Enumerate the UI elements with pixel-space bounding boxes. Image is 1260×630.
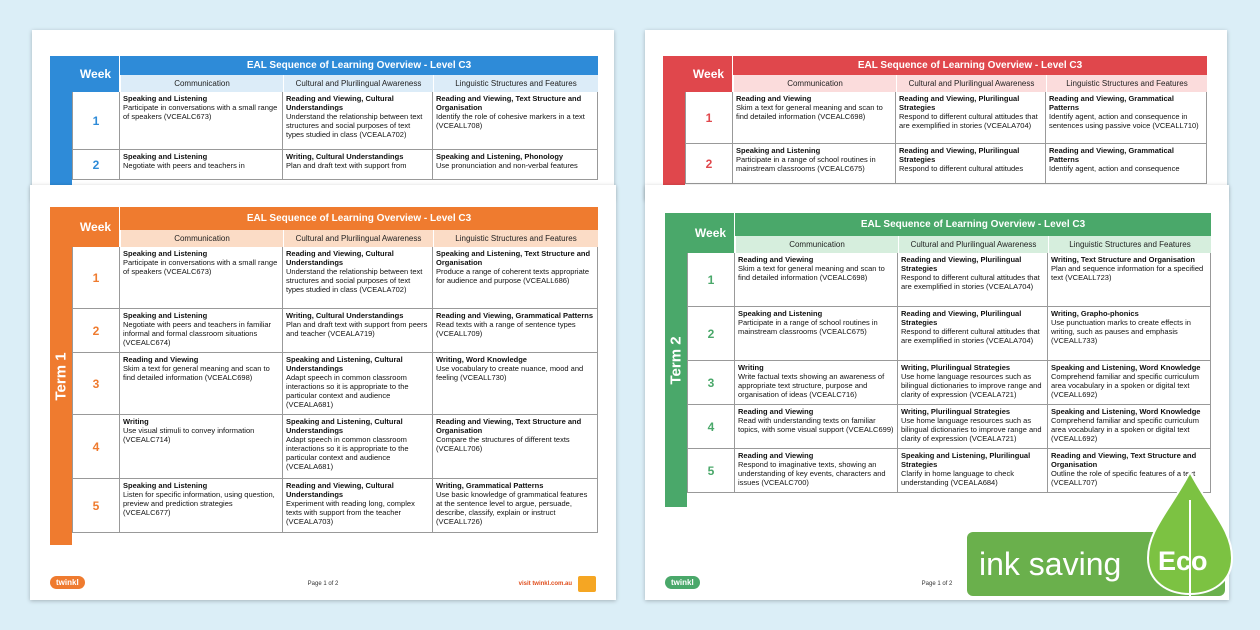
page-number: Page 1 of 2	[921, 581, 953, 587]
week-number: 3	[687, 361, 735, 404]
cell: Speaking and Listening, Cultural Understandings Adapt speech in common classroom interactions so it is appropriate to the particular context and audience (VCEALA681)	[283, 353, 433, 414]
cell: Reading and Viewing Respond to imaginative texts, showing an understanding of key events, characters and issues (VCEALC700)	[735, 449, 898, 492]
term-bar	[665, 213, 687, 507]
cell: Reading and Viewing, Grammatical Patterns Read texts with a range of sentence types (VCEALL709)	[433, 309, 598, 352]
week-number: 2	[72, 309, 120, 352]
table-row	[72, 309, 598, 353]
back-page-red	[645, 30, 1227, 200]
week-number: 1	[687, 253, 735, 306]
cell: Writing, Grammatical Patterns Use basic knowledge of grammatical features at the sentence level to argue, persuade, describe, classify, explain or instruct (VCEALL726)	[433, 479, 598, 532]
cell: Reading and Viewing, Text Structure and Organisation Outline the role of specific features of a text (VCEALL707)	[1048, 449, 1211, 492]
cell: Speaking and Listening Listen for specific information, using question, preview and prediction strategies (VCEALC677)	[120, 479, 283, 532]
col-header: Communication	[120, 230, 283, 247]
back-page-blue	[32, 30, 614, 200]
twinkl-logo: twinkl	[50, 576, 85, 589]
cell: Reading and Viewing, Plurilingual Strategies Respond to different cultural attitudes that are exemplified in stories (VCEALA704)	[896, 92, 1046, 143]
cell: Writing, Text Structure and Organisation Plan and sequence information for a specified text (VCEALL723)	[1048, 253, 1211, 306]
cell: Speaking and Listening Participate in a range of school routines in mainstream classrooms (VCEALC675)	[735, 307, 898, 360]
table-row	[72, 150, 598, 180]
term-bar	[50, 207, 72, 545]
week-number: 3	[72, 353, 120, 414]
table-row	[72, 415, 598, 479]
cell: Writing, Word Knowledge Use vocabulary to create nuance, mood and feeling (VCEALL730)	[433, 353, 598, 414]
col-header: Communication	[120, 75, 283, 92]
col-header: Linguistic Structures and Features	[433, 75, 598, 92]
page-footer	[50, 576, 596, 592]
table-title: EAL Sequence of Learning Overview - Level C3	[246, 60, 472, 71]
cell: Reading and Viewing, Grammatical Patterns Identify agent, action and consequence in sentences using passive voice (VCEALL710)	[1046, 92, 1207, 143]
cell: Speaking and Listening, Word Knowledge Comprehend familiar and specific curriculum area vocabulary in a spoken or digital text (VCEALL692)	[1048, 361, 1211, 404]
table-row	[687, 361, 1211, 405]
sequence-table	[72, 207, 598, 545]
col-header: Cultural and Plurilingual Awareness	[283, 75, 433, 92]
week-header: Week	[687, 213, 735, 253]
col-header: Cultural and Plurilingual Awareness	[898, 236, 1048, 253]
cell: Reading and Viewing, Plurilingual Strategies Respond to different cultural attitudes	[896, 144, 1046, 183]
table-row	[685, 92, 1207, 144]
cell: Speaking and Listening Participate in conversations with a small range of speakers (VCEALC673)	[120, 92, 283, 149]
week-number: 1	[685, 92, 733, 143]
page-number: Page 1 of 2	[307, 581, 339, 587]
col-header: Linguistic Structures and Features	[1046, 75, 1207, 92]
cell: Writing Write factual texts showing an awareness of appropriate text structure, purpose and organisation of ideas (VCEALC716)	[735, 361, 898, 404]
cell: Writing, Plurilingual Strategies Use home language resources such as bilingual dictionaries to improve range and clarity of expression (VCEALA721)	[898, 361, 1048, 404]
cell: Reading and Viewing, Plurilingual Strategies Respond to different cultural attitudes that are exemplified in stories (VCEALA704)	[898, 253, 1048, 306]
table-title: EAL Sequence of Learning Overview - Level C3	[860, 219, 1086, 230]
cell: Writing Use visual stimuli to convey information (VCEALC714)	[120, 415, 283, 478]
cell: Writing, Cultural Understandings Plan and draft text with support from	[283, 150, 433, 179]
cell: Speaking and Listening, Text Structure and Organisation Produce a range of coherent texts appropriate for audience and purpose (VCEALL686)	[433, 247, 598, 308]
cell: Reading and Viewing, Cultural Understandings Understand the relationship between text structures and social purposes of text types studied in class (VCEALA702)	[283, 247, 433, 308]
col-header: Linguistic Structures and Features	[1048, 236, 1211, 253]
cell: Reading and Viewing, Grammatical Patterns Identify agent, action and consequence	[1046, 144, 1207, 183]
term-label: Term 1	[52, 351, 70, 401]
week-number: 4	[72, 415, 120, 478]
table-row	[72, 247, 598, 309]
week-number: 5	[687, 449, 735, 492]
table-title: EAL Sequence of Learning Overview - Level C3	[246, 213, 472, 224]
week-number: 4	[687, 405, 735, 448]
week-number: 2	[687, 307, 735, 360]
cell: Speaking and Listening, Cultural Understandings Adapt speech in common classroom interactions so it is appropriate to the particular context and audience (VCEALA681)	[283, 415, 433, 478]
table-row	[687, 253, 1211, 307]
cell: Reading and Viewing, Text Structure and Organisation Identify the role of cohesive markers in a text (VCEALL708)	[433, 92, 598, 149]
table-row	[72, 479, 598, 533]
cell: Speaking and Listening Participate in a range of school routines in mainstream classrooms (VCEALC675)	[733, 144, 896, 183]
twinkl-logo: twinkl	[665, 576, 700, 589]
cell: Reading and Viewing Read with understanding texts on familiar topics, with some visual support (VCEALC699)	[735, 405, 898, 448]
cell: Writing, Grapho-phonics Use punctuation marks to create effects in writing, such as pauses and emphasis (VCEALL733)	[1048, 307, 1211, 360]
week-number: 2	[72, 150, 120, 179]
term1-page	[30, 185, 616, 600]
table-row	[687, 405, 1211, 449]
term-label: Term 2	[667, 335, 685, 385]
cell: Speaking and Listening Negotiate with peers and teachers in familiar informal and formal classroom situations (VCEALC674)	[120, 309, 283, 352]
col-header: Communication	[735, 236, 898, 253]
cell: Writing, Cultural Understandings Plan and draft text with support from peers and teacher (VCEALA719)	[283, 309, 433, 352]
table-row	[687, 307, 1211, 361]
cell: Reading and Viewing, Cultural Understandings Experiment with reading long, complex texts with support from the teacher (VCEALA703)	[283, 479, 433, 532]
badge-icon	[578, 576, 596, 592]
ink-saving-label: ink saving	[979, 545, 1122, 582]
cell: Writing, Plurilingual Strategies Use home language resources such as bilingual dictionaries to improve range and clarity of expression (VCEALA721)	[898, 405, 1048, 448]
cell: Speaking and Listening, Phonology Use pronunciation and non-verbal features	[433, 150, 598, 179]
week-number: 5	[72, 479, 120, 532]
col-header: Linguistic Structures and Features	[433, 230, 598, 247]
cell: Speaking and Listening, Word Knowledge Comprehend familiar and specific curriculum area vocabulary in a spoken or digital text (VCEALL692)	[1048, 405, 1211, 448]
table-row	[687, 449, 1211, 493]
col-header: Communication	[733, 75, 896, 92]
col-header: Cultural and Plurilingual Awareness	[283, 230, 433, 247]
eco-label: Eco	[1158, 546, 1208, 576]
week-header: Week	[685, 56, 733, 92]
cell: Reading and Viewing Skim a text for general meaning and scan to find detailed information (VCEALC698)	[120, 353, 283, 414]
week-number: 2	[685, 144, 733, 183]
leaf-icon	[1140, 470, 1240, 600]
week-header: Week	[72, 56, 120, 92]
sequence-table	[687, 213, 1211, 507]
week-number: 1	[72, 92, 120, 149]
table-row	[685, 144, 1207, 184]
table-row	[72, 92, 598, 150]
cell: Speaking and Listening Negotiate with peers and teachers in	[120, 150, 283, 179]
week-header: Week	[72, 207, 120, 247]
cell: Speaking and Listening, Plurilingual Strategies Clarify in home language to check understanding (VCEALA684)	[898, 449, 1048, 492]
site-link[interactable]: visit twinkl.com.au	[518, 581, 572, 587]
cell: Reading and Viewing, Plurilingual Strategies Respond to different cultural attitudes that are exemplified in stories (VCEALA704)	[898, 307, 1048, 360]
cell: Speaking and Listening Participate in conversations with a small range of speakers (VCEALC673)	[120, 247, 283, 308]
cell: Reading and Viewing Skim a text for general meaning and scan to find detailed information (VCEALC698)	[733, 92, 896, 143]
cell: Reading and Viewing, Cultural Understandings Understand the relationship between text structures and social purposes of text types studied in class (VCEALA702)	[283, 92, 433, 149]
cell: Reading and Viewing Skim a text for general meaning and scan to find detailed information (VCEALC698)	[735, 253, 898, 306]
col-header: Cultural and Plurilingual Awareness	[896, 75, 1046, 92]
week-number: 1	[72, 247, 120, 308]
table-title: EAL Sequence of Learning Overview - Level C3	[857, 60, 1083, 71]
cell: Reading and Viewing, Text Structure and Organisation Compare the structures of different texts (VCEALL706)	[433, 415, 598, 478]
table-row	[72, 353, 598, 415]
